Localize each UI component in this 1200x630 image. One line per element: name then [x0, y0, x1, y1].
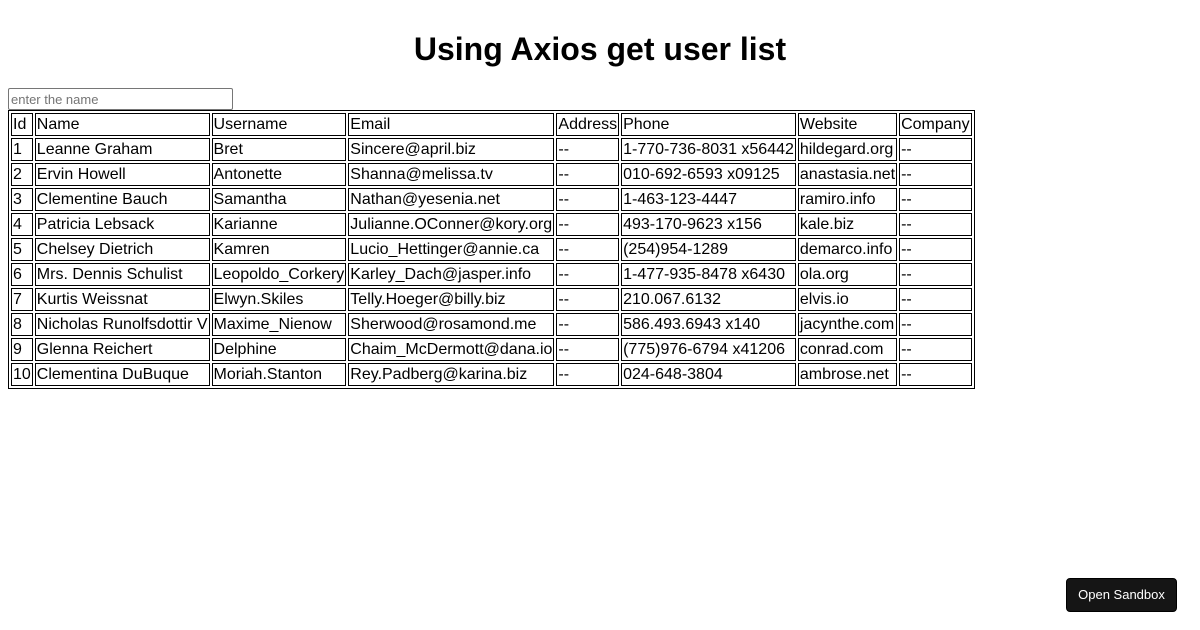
cell-username: Delphine: [212, 338, 347, 361]
cell-website: conrad.com: [798, 338, 897, 361]
open-sandbox-button[interactable]: Open Sandbox: [1066, 578, 1177, 612]
table-row: [11, 363, 972, 386]
cell-email: Karley_Dach@jasper.info: [348, 263, 554, 286]
table-row: [11, 163, 972, 186]
column-header-phone: Phone: [621, 113, 796, 136]
cell-name: Leanne Graham: [35, 138, 210, 161]
cell-username: Elwyn.Skiles: [212, 288, 347, 311]
cell-address: --: [556, 338, 619, 361]
cell-name: Clementine Bauch: [35, 188, 210, 211]
cell-phone: 1-770-736-8031 x56442: [621, 138, 796, 161]
cell-address: --: [556, 213, 619, 236]
cell-name: Kurtis Weissnat: [35, 288, 210, 311]
cell-id: 8: [11, 313, 33, 336]
cell-address: --: [556, 288, 619, 311]
cell-name: Chelsey Dietrich: [35, 238, 210, 261]
cell-company: --: [899, 313, 971, 336]
cell-company: --: [899, 188, 971, 211]
cell-email: Sincere@april.biz: [348, 138, 554, 161]
cell-company: --: [899, 363, 971, 386]
cell-id: 6: [11, 263, 33, 286]
column-header-website: Website: [798, 113, 897, 136]
cell-username: Bret: [212, 138, 347, 161]
cell-phone: 210.067.6132: [621, 288, 796, 311]
cell-phone: 1-477-935-8478 x6430: [621, 263, 796, 286]
user-table-head: [11, 113, 972, 136]
cell-website: anastasia.net: [798, 163, 897, 186]
cell-website: ola.org: [798, 263, 897, 286]
cell-id: 2: [11, 163, 33, 186]
cell-address: --: [556, 363, 619, 386]
cell-id: 3: [11, 188, 33, 211]
column-header-email: Email: [348, 113, 554, 136]
table-row: [11, 213, 972, 236]
cell-company: --: [899, 263, 971, 286]
cell-website: ambrose.net: [798, 363, 897, 386]
cell-email: Julianne.OConner@kory.org: [348, 213, 554, 236]
cell-name: Nicholas Runolfsdottir V: [35, 313, 210, 336]
cell-phone: 024-648-3804: [621, 363, 796, 386]
cell-company: --: [899, 338, 971, 361]
table-row: [11, 313, 972, 336]
table-row: [11, 288, 972, 311]
cell-email: Nathan@yesenia.net: [348, 188, 554, 211]
cell-phone: 586.493.6943 x140: [621, 313, 796, 336]
user-table-body: [11, 138, 972, 386]
cell-name: Clementina DuBuque: [35, 363, 210, 386]
cell-username: Karianne: [212, 213, 347, 236]
cell-company: --: [899, 138, 971, 161]
page-title: Using Axios get user list: [413, 31, 787, 67]
cell-phone: (254)954-1289: [621, 238, 796, 261]
cell-address: --: [556, 188, 619, 211]
cell-address: --: [556, 138, 619, 161]
cell-username: Samantha: [212, 188, 347, 211]
cell-username: Moriah.Stanton: [212, 363, 347, 386]
cell-name: Ervin Howell: [35, 163, 210, 186]
cell-company: --: [899, 238, 971, 261]
cell-phone: 010-692-6593 x09125: [621, 163, 796, 186]
cell-email: Chaim_McDermott@dana.io: [348, 338, 554, 361]
cell-website: ramiro.info: [798, 188, 897, 211]
cell-address: --: [556, 263, 619, 286]
table-row: [11, 188, 972, 211]
cell-email: Lucio_Hettinger@annie.ca: [348, 238, 554, 261]
cell-id: 7: [11, 288, 33, 311]
cell-company: --: [899, 163, 971, 186]
cell-email: Telly.Hoeger@billy.biz: [348, 288, 554, 311]
cell-company: --: [899, 213, 971, 236]
table-row: [11, 138, 972, 161]
cell-phone: 493-170-9623 x156: [621, 213, 796, 236]
column-header-username: Username: [212, 113, 347, 136]
cell-phone: (775)976-6794 x41206: [621, 338, 796, 361]
cell-username: Kamren: [212, 238, 347, 261]
column-header-company: Company: [899, 113, 971, 136]
cell-address: --: [556, 238, 619, 261]
cell-company: --: [899, 288, 971, 311]
cell-address: --: [556, 163, 619, 186]
column-header-name: Name: [35, 113, 210, 136]
cell-email: Sherwood@rosamond.me: [348, 313, 554, 336]
table-row: [11, 338, 972, 361]
cell-website: elvis.io: [798, 288, 897, 311]
cell-address: --: [556, 313, 619, 336]
column-header-address: Address: [556, 113, 619, 136]
cell-website: demarco.info: [798, 238, 897, 261]
table-row: [11, 238, 972, 261]
cell-name: Mrs. Dennis Schulist: [35, 263, 210, 286]
header-row: [11, 113, 972, 136]
cell-username: Antonette: [212, 163, 347, 186]
cell-name: Glenna Reichert: [35, 338, 210, 361]
column-header-id: Id: [11, 113, 33, 136]
user-table: [8, 110, 975, 389]
cell-website: hildegard.org: [798, 138, 897, 161]
cell-website: jacynthe.com: [798, 313, 897, 336]
cell-email: Rey.Padberg@karina.biz: [348, 363, 554, 386]
cell-username: Maxime_Nienow: [212, 313, 347, 336]
table-row: [11, 263, 972, 286]
cell-id: 5: [11, 238, 33, 261]
cell-id: 9: [11, 338, 33, 361]
cell-email: Shanna@melissa.tv: [348, 163, 554, 186]
cell-id: 1: [11, 138, 33, 161]
cell-name: Patricia Lebsack: [35, 213, 210, 236]
cell-phone: 1-463-123-4447: [621, 188, 796, 211]
cell-id: 10: [11, 363, 33, 386]
cell-id: 4: [11, 213, 33, 236]
cell-username: Leopoldo_Corkery: [212, 263, 347, 286]
name-filter-input[interactable]: [8, 88, 233, 110]
cell-website: kale.biz: [798, 213, 897, 236]
